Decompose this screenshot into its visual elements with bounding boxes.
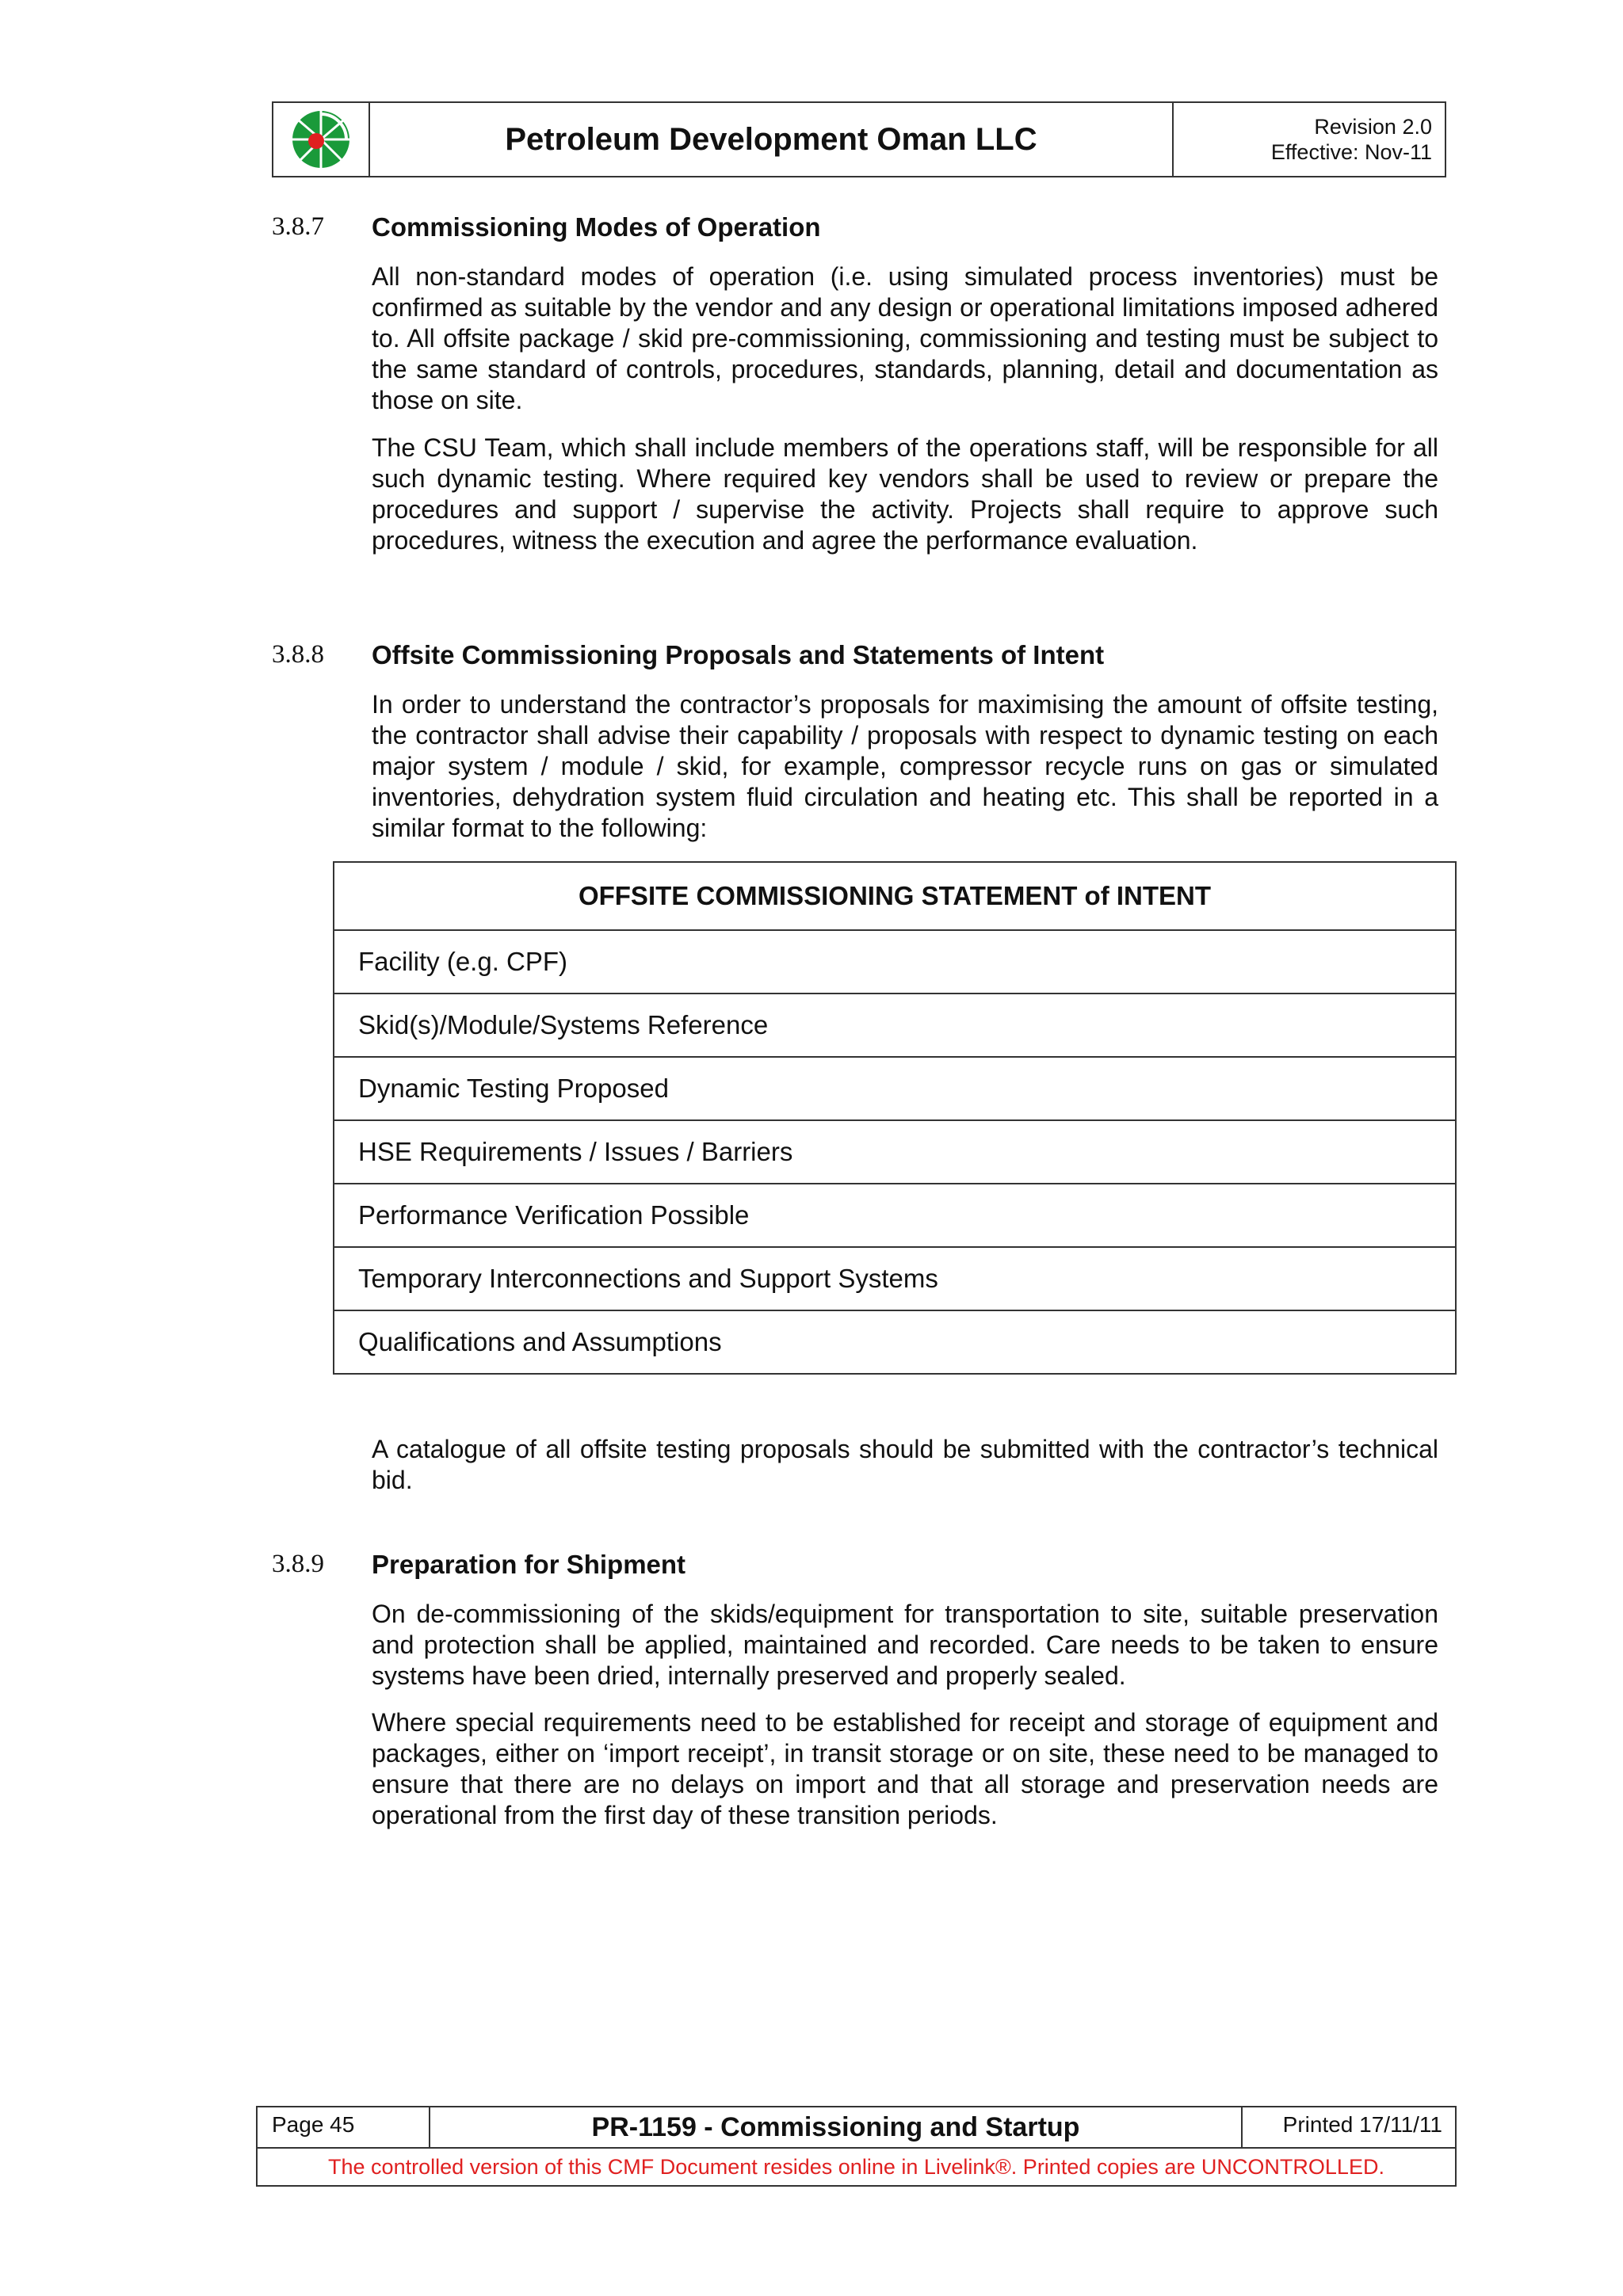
revision-label: Revision 2.0 bbox=[1314, 115, 1432, 139]
section-number: 3.8.7 bbox=[272, 212, 324, 241]
table-row bbox=[334, 1310, 1456, 1374]
table-row bbox=[334, 1057, 1456, 1120]
table-row bbox=[334, 930, 1456, 994]
table-cell: Dynamic Testing Proposed bbox=[334, 1057, 1456, 1120]
table-row bbox=[334, 994, 1456, 1057]
table-cell: Temporary Interconnections and Support Systems bbox=[334, 1247, 1456, 1310]
footer-info-row bbox=[258, 2107, 1455, 2149]
table-cell: Performance Verification Possible bbox=[334, 1184, 1456, 1247]
page-number: Page 45 bbox=[258, 2107, 430, 2147]
section-number: 3.8.8 bbox=[272, 640, 324, 669]
table-row bbox=[334, 1247, 1456, 1310]
table-row bbox=[334, 1120, 1456, 1184]
section-number: 3.8.9 bbox=[272, 1550, 324, 1578]
section-paragraph: Where special requirements need to be established for receipt and storage of equipment and packages, either on ‘import receipt’, in transit storage or on site, these need to be managed to ensure that there are no delays on import and that all storage and preservation needs are operational from the first day of these transition periods. bbox=[372, 1708, 1438, 1829]
page-header bbox=[272, 101, 1446, 177]
company-title: Petroleum Development Oman LLC bbox=[370, 103, 1174, 176]
table-title: OFFSITE COMMISSIONING STATEMENT of INTENT bbox=[334, 862, 1456, 930]
table-cell: Skid(s)/Module/Systems Reference bbox=[334, 994, 1456, 1057]
table-header-row bbox=[334, 862, 1456, 930]
table-row bbox=[334, 1184, 1456, 1247]
section-paragraph: On de-commissioning of the skids/equipment for transportation to site, suitable preservation and protection shall be applied, maintained and recorded. Care needs to be taken to ensure systems have been dried, internally preserved and properly sealed. bbox=[372, 1600, 1438, 1690]
logo-cell bbox=[273, 103, 370, 176]
table-cell: Facility (e.g. CPF) bbox=[334, 930, 1456, 994]
effective-date: Effective: Nov-11 bbox=[1270, 140, 1432, 164]
section-title: Commissioning Modes of Operation bbox=[372, 212, 821, 242]
uncontrolled-notice: The controlled version of this CMF Document resides online in Livelink®. Printed copies are UNCONTROLLED. bbox=[328, 2155, 1384, 2179]
section-paragraph: The CSU Team, which shall include members of the operations staff, will be responsible for all such dynamic testing. Where required key vendors shall be used to review or prepare the procedures and support / supervise the activity. Projects shall require to approve such procedures, witness the execution and agree the performance evaluation. bbox=[372, 433, 1438, 555]
section-paragraph: All non-standard modes of operation (i.e. using simulated process inventories) must be confirmed as suitable by the vendor and any design or operational limitations imposed adhered to. All offsite package / skid pre-commissioning, commissioning and testing must be subject to the same standard of controls, procedures, standards, planning, detail and documentation as those on site. bbox=[372, 262, 1438, 414]
table-cell: HSE Requirements / Issues / Barriers bbox=[334, 1120, 1456, 1184]
revision-info bbox=[1174, 103, 1445, 176]
document-title: PR-1159 - Commissioning and Startup bbox=[430, 2107, 1243, 2147]
section-title: Preparation for Shipment bbox=[372, 1550, 686, 1579]
pdo-logo-icon bbox=[289, 108, 353, 171]
section-title: Offsite Commissioning Proposals and Statements of Intent bbox=[372, 640, 1105, 669]
printed-date: Printed 17/11/11 bbox=[1282, 2112, 1442, 2137]
section-paragraph: A catalogue of all offsite testing proposals should be submitted with the contractor’s technical bid. bbox=[372, 1435, 1438, 1494]
statement-of-intent-table bbox=[333, 861, 1457, 1375]
table-cell: Qualifications and Assumptions bbox=[334, 1310, 1456, 1374]
page-footer bbox=[256, 2106, 1457, 2187]
section-paragraph: In order to understand the contractor’s proposals for maximising the amount of offsite testing, the contractor shall advise their capability / proposals with respect to dynamic testing on each major system / module / skid, for example, compressor recycle runs on gas or simulated inventories, dehydration system fluid circulation and heating etc. This shall be reported in a similar format to the following: bbox=[372, 690, 1438, 842]
